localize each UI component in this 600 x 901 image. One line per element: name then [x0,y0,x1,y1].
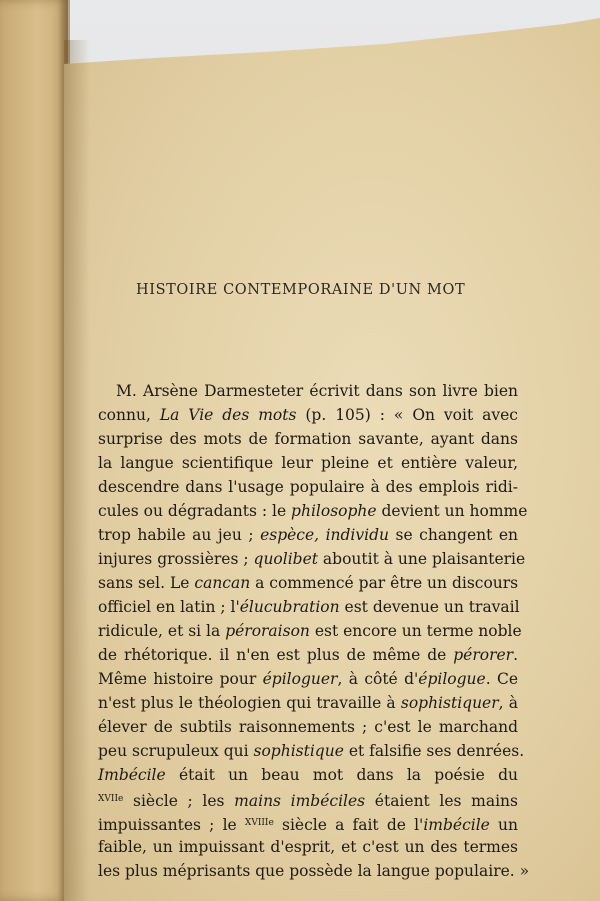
text-line: connu, La Vie des mots (p. 105) : « On voit avec [98,406,518,424]
text-line: élever de subtils raisonnements ; c'est le marchand [98,718,518,736]
text-line: sans sel. Le cancan a commencé par être un discours [98,574,519,592]
text-line: injures grossières ; quolibet aboutit à une plaisanterie [98,550,526,568]
text-line: la langue scientifique leur pleine et entière valeur, [98,454,518,472]
text-line: $^{XVIIe}$ siècle ; les mains imbéciles étaient les mains [98,792,518,810]
page-gutter-shadow [64,40,90,901]
text-line: de rhétorique. il n'en est plus de même de pérorer. [98,646,518,664]
text-line: trop habile au jeu ; espèce, individu se changent en [98,526,519,544]
text-line: Même histoire pour épiloguer, à côté d'épilogue. Ce [98,670,518,688]
text-line: descendre dans l'usage populaire à des emplois ridi- [98,478,518,496]
text-line: M. Arsène Darmesteter écrivit dans son livre bien [116,382,518,400]
text-line: peu scrupuleux qui sophistique et falsifie ses denrées. [98,742,525,760]
text-line: ridicule, et si la péroraison est encore un terme noble [98,622,522,640]
text-line: surprise des mots de formation savante, ayant dans [98,430,518,448]
text-line: cules ou dégradants : le philosophe devient un homme [98,502,528,520]
body-paragraph [98,379,530,883]
chapter-heading: HISTOIRE CONTEMPORAINE D'UN MOT [136,282,466,298]
text-line: officiel en latin ; l'élucubration est devenue un travail [98,598,520,616]
text-line: Imbécile était un beau mot dans la poésie du [98,766,518,784]
text-line: n'est plus le théologien qui travaille à sophistiquer, à [98,694,518,712]
text-line: les plus méprisants que possède la langue populaire. » [98,862,530,880]
text-line: impuissantes ; le $^{XVIIIe}$ siècle a fait de l'imbécile un [98,816,519,834]
text-line: faible, un impuissant d'esprit, et c'est un des termes [98,838,518,856]
